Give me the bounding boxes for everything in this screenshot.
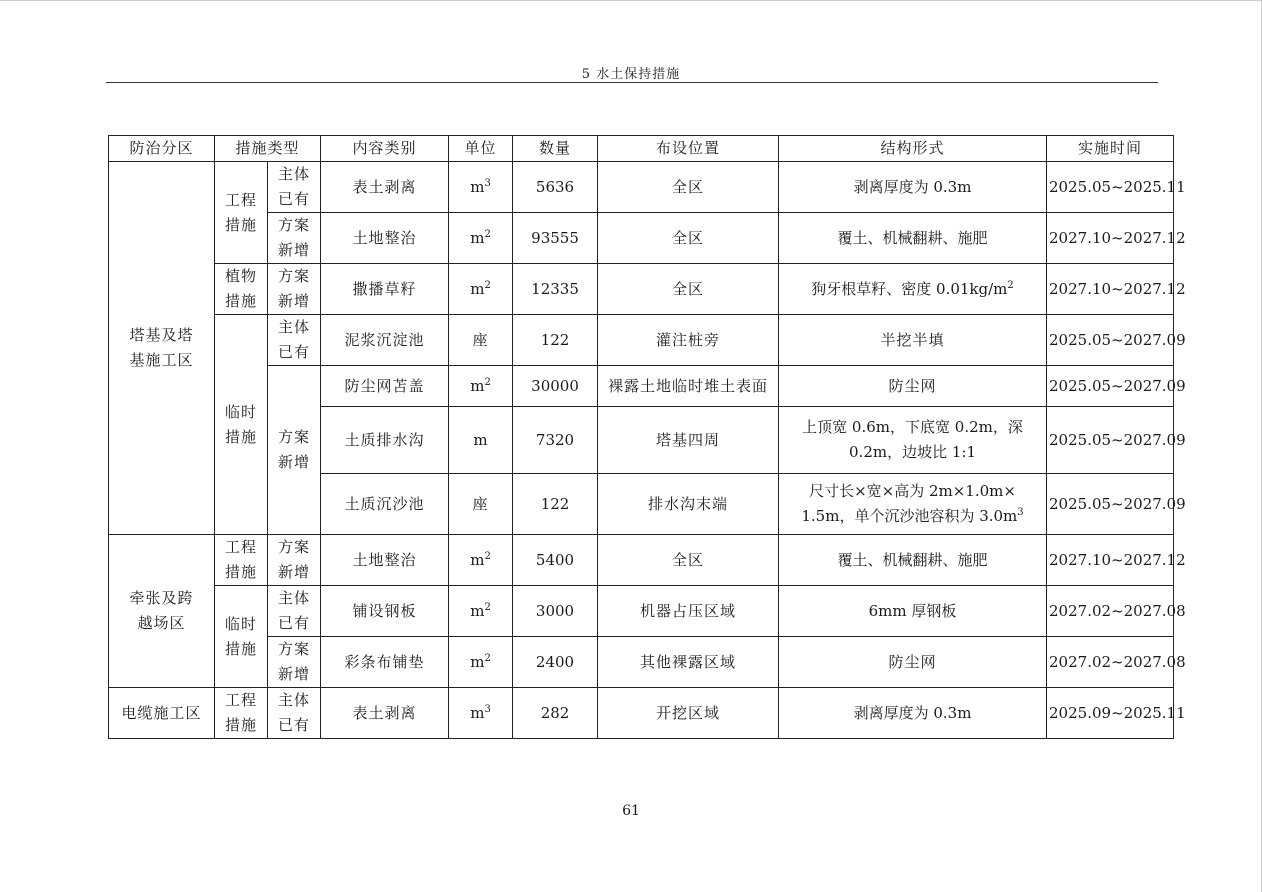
unit-cell (449, 637, 513, 688)
header-cell: 防治分区 (109, 136, 215, 162)
quantity-cell: 122 (513, 315, 598, 366)
unit-base: m (470, 228, 485, 247)
location-cell: 灌注桩旁 (598, 315, 779, 366)
unit-sup: 2 (484, 652, 491, 664)
time-cell: 2027.10~2027.12 (1047, 535, 1174, 586)
measure-type-cell (215, 315, 268, 535)
structure-cell: 半挖半填 (779, 315, 1047, 366)
subtype-label: 方案新增 (278, 538, 311, 581)
unit-base: m (470, 279, 485, 298)
time-cell: 2025.05~2027.09 (1047, 407, 1174, 474)
quantity-cell: 2400 (513, 637, 598, 688)
subtype-label: 主体已有 (278, 165, 311, 208)
quantity-cell: 3000 (513, 586, 598, 637)
table-row (109, 688, 1174, 739)
content-cell: 防尘网苫盖 (321, 366, 449, 407)
content-cell: 铺设钢板 (321, 586, 449, 637)
unit-cell (449, 688, 513, 739)
structure-cell: 覆土、机械翻耕、施肥 (779, 535, 1047, 586)
subtype-cell (268, 688, 321, 739)
structure-cell (779, 407, 1047, 474)
unit-sup: 2 (484, 550, 491, 562)
subtype-label: 方案新增 (278, 216, 311, 259)
location-cell: 塔基四周 (598, 407, 779, 474)
zone-label: 塔基及塔基施工区 (129, 326, 194, 369)
table-row (109, 586, 1174, 637)
measure-type-label: 临时措施 (225, 402, 258, 446)
measure-type-label: 工程措施 (225, 538, 258, 581)
unit-sup: 3 (484, 177, 491, 189)
unit-cell: 座 (449, 315, 513, 366)
content-cell: 表土剥离 (321, 162, 449, 213)
unit-sup: 2 (484, 601, 491, 613)
table-row (109, 637, 1174, 688)
measure-type-label: 工程措施 (225, 190, 258, 234)
unit-base: m (470, 601, 485, 620)
content-cell: 彩条布铺垫 (321, 637, 449, 688)
unit-base: m (470, 652, 485, 671)
location-cell: 全区 (598, 162, 779, 213)
subtype-cell (268, 637, 321, 688)
measure-type-label: 工程措施 (225, 691, 258, 734)
location-cell: 其他裸露区域 (598, 637, 779, 688)
unit-sup: 2 (484, 228, 491, 240)
zone-cell: 电缆施工区 (109, 688, 215, 739)
unit-cell (449, 162, 513, 213)
running-header: 5 水土保持措施 (581, 67, 681, 82)
content-cell: 泥浆沉淀池 (321, 315, 449, 366)
header-cell: 数量 (513, 136, 598, 162)
quantity-cell: 7320 (513, 407, 598, 474)
unit-cell (449, 366, 513, 407)
content-cell: 土质沉沙池 (321, 474, 449, 535)
header-cell: 单位 (449, 136, 513, 162)
quantity-cell: 30000 (513, 366, 598, 407)
measure-type-cell (215, 162, 268, 264)
subtype-label: 方案新增 (278, 428, 311, 471)
unit-cell (449, 213, 513, 264)
zone-cell (109, 535, 215, 688)
unit-sup: 3 (484, 703, 491, 715)
content-cell: 土地整治 (321, 213, 449, 264)
unit-cell (449, 535, 513, 586)
time-cell: 2027.10~2027.12 (1047, 213, 1174, 264)
quantity-cell: 93555 (513, 213, 598, 264)
subtype-cell (268, 366, 321, 535)
structure-line: 尺寸长×宽×高为 2m×1.0m× (809, 482, 1016, 500)
location-cell: 裸露土地临时堆土表面 (598, 366, 779, 407)
header-cell: 结构形式 (779, 136, 1047, 162)
content-cell: 撒播草籽 (321, 264, 449, 315)
page-top-border (0, 0, 1262, 1)
structure-cell: 剥离厚度为 0.3m (779, 162, 1047, 213)
location-cell: 机器占压区域 (598, 586, 779, 637)
structure-sup: 3 (1017, 507, 1024, 518)
subtype-label: 主体已有 (278, 318, 311, 361)
structure-text: 狗牙根草籽、密度 0.01kg/m (811, 279, 1008, 298)
quantity-cell: 122 (513, 474, 598, 535)
subtype-cell (268, 586, 321, 637)
quantity-cell: 282 (513, 688, 598, 739)
measure-type-cell (215, 535, 268, 586)
location-cell: 全区 (598, 213, 779, 264)
header-rule (106, 82, 1158, 83)
structure-sup: 2 (1007, 279, 1014, 291)
table-row (109, 535, 1174, 586)
content-cell: 表土剥离 (321, 688, 449, 739)
structure-line (781, 504, 1044, 529)
structure-cell: 防尘网 (779, 637, 1047, 688)
location-cell: 全区 (598, 264, 779, 315)
header-cell: 实施时间 (1047, 136, 1174, 162)
unit-base: m (470, 177, 485, 196)
time-cell: 2027.02~2027.08 (1047, 586, 1174, 637)
location-cell: 全区 (598, 535, 779, 586)
table-row (109, 213, 1174, 264)
zone-label: 牵张及跨越场区 (129, 589, 194, 632)
measures-table (108, 135, 1186, 739)
measure-type-cell (215, 264, 268, 315)
unit-cell: m (449, 407, 513, 474)
table-row (109, 264, 1174, 315)
header-cell: 内容类别 (321, 136, 449, 162)
content-cell: 土质排水沟 (321, 407, 449, 474)
measure-type-cell (215, 688, 268, 739)
measure-type-label: 临时措施 (225, 614, 258, 658)
time-cell: 2025.05~2027.09 (1047, 366, 1174, 407)
unit-base: m (470, 376, 485, 395)
table-row (109, 366, 1174, 407)
unit-sup: 2 (484, 279, 491, 291)
quantity-cell: 5400 (513, 535, 598, 586)
page-number: 61 (622, 803, 640, 819)
time-cell: 2025.05~2027.09 (1047, 474, 1174, 535)
measure-type-cell (215, 586, 268, 688)
structure-cell: 6mm 厚钢板 (779, 586, 1047, 637)
subtype-label: 主体已有 (278, 691, 311, 734)
subtype-cell (268, 535, 321, 586)
content-cell: 土地整治 (321, 535, 449, 586)
structure-cell: 防尘网 (779, 366, 1047, 407)
subtype-label: 主体已有 (278, 589, 311, 632)
table-row (109, 162, 1174, 213)
location-cell: 开挖区域 (598, 688, 779, 739)
unit-cell: 座 (449, 474, 513, 535)
subtype-cell (268, 162, 321, 213)
location-cell: 排水沟末端 (598, 474, 779, 535)
structure-cell (779, 264, 1047, 315)
header-cell: 布设位置 (598, 136, 779, 162)
structure-cell: 剥离厚度为 0.3m (779, 688, 1047, 739)
zone-cell (109, 162, 215, 535)
structure-text: 1.5m，单个沉沙池容积为 3.0m (801, 507, 1018, 525)
unit-cell (449, 586, 513, 637)
table-header-row (109, 136, 1174, 162)
unit-cell (449, 264, 513, 315)
time-cell: 2025.05~2025.11 (1047, 162, 1174, 213)
structure-line: 上顶宽 0.6m，下底宽 0.2m，深 (802, 418, 1023, 436)
subtype-label: 方案新增 (278, 267, 311, 310)
structure-line: 0.2m，边坡比 1:1 (849, 443, 977, 461)
table-row (109, 315, 1174, 366)
subtype-cell (268, 213, 321, 264)
quantity-cell: 5636 (513, 162, 598, 213)
time-cell: 2025.09~2025.11 (1047, 688, 1174, 739)
structure-cell: 覆土、机械翻耕、施肥 (779, 213, 1047, 264)
time-cell: 2025.05~2027.09 (1047, 315, 1174, 366)
unit-base: m (470, 550, 485, 569)
time-cell: 2027.02~2027.08 (1047, 637, 1174, 688)
unit-sup: 2 (484, 376, 491, 388)
unit-base: m (470, 703, 485, 722)
subtype-cell (268, 315, 321, 366)
subtype-cell (268, 264, 321, 315)
quantity-cell: 12335 (513, 264, 598, 315)
measure-type-label: 植物措施 (225, 267, 258, 310)
structure-cell (779, 474, 1047, 535)
subtype-label: 方案新增 (278, 640, 311, 683)
header-cell: 措施类型 (215, 136, 321, 162)
time-cell: 2027.10~2027.12 (1047, 264, 1174, 315)
